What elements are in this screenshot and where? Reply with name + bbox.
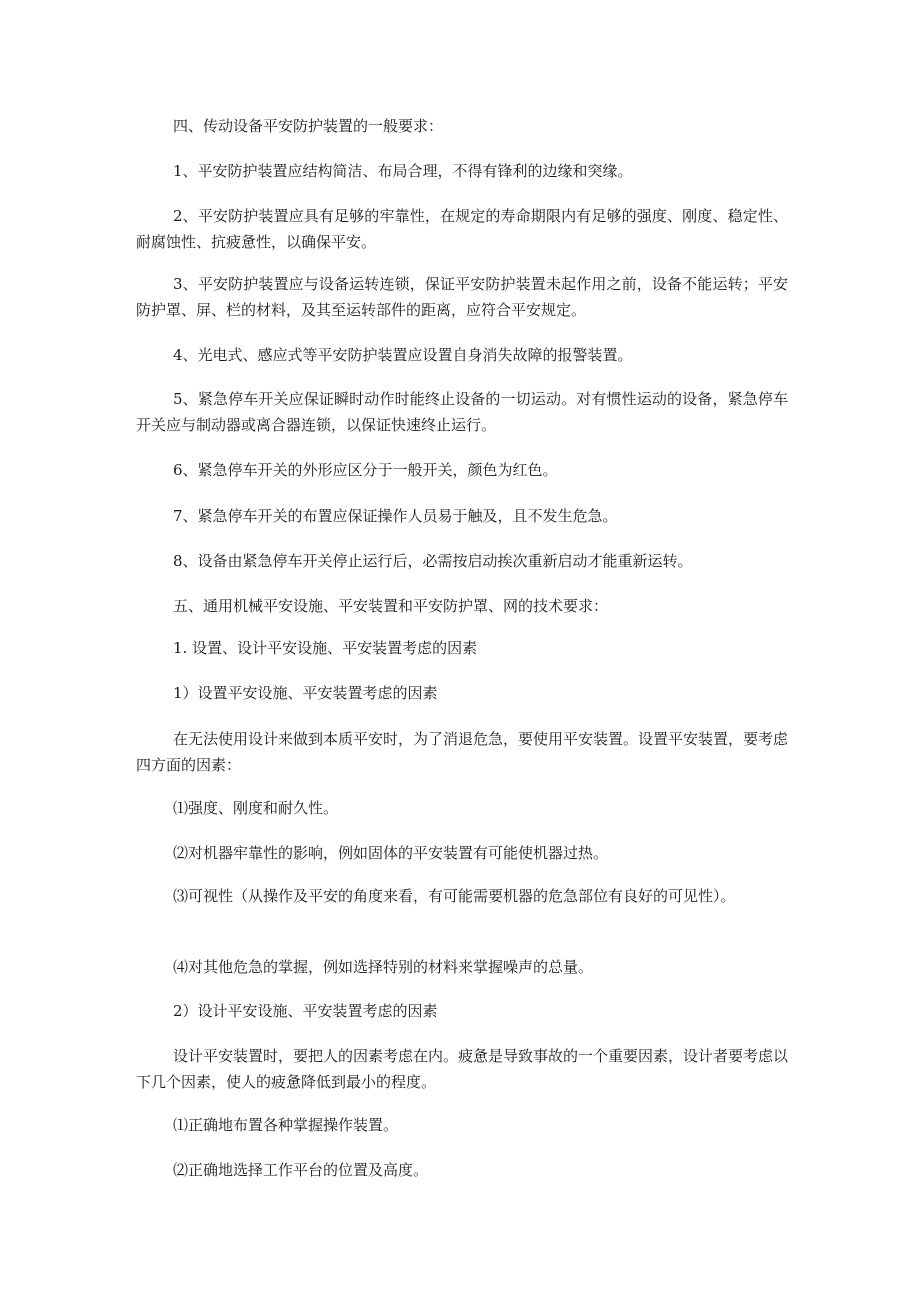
list-item-visibility: ⑶可视性（从操作及平安的角度来看，有可能需要机器的危急部位有良好的可见性）。 (173, 887, 736, 905)
paragraph-section-5-heading: 五、通用机械平安设施、平安装置和平安防护罩、网的技术要求： (173, 597, 609, 615)
paragraph-section-4-heading: 四、传动设备平安防护装置的一般要求： (173, 117, 444, 135)
list-item-strength: ⑴强度、刚度和耐久性。 (173, 799, 339, 817)
paragraph-item-5: 5、紧急停车开关应保证瞬时动作时能终止设备的一切运动。对有惯性运动的设备，紧急停车开关应与制动器或离合器连锁，以保证快速终止运行。 (136, 390, 788, 434)
paragraph-item-2: 2、平安防护装置应具有足够的牢靠性，在规定的寿命期限内有足够的强度、刚度、稳定性、耐腐蚀性、抗疲惫性，以确保平安。 (136, 207, 788, 251)
list-item-reliability: ⑵对机器牢靠性的影响，例如固体的平安装置有可能使机器过热。 (173, 844, 609, 862)
paragraph-item-8: 8、设备由紧急停车开关停止运行后，必需按启动挨次重新启动才能重新运转。 (173, 552, 693, 570)
paragraph-design-intro: 设计平安装置时，要把人的因素考虑在内。疲惫是导致事故的一个重要因素，设计者要考虑以下几个因素，使人的疲惫降低到最小的程度。 (136, 1047, 789, 1091)
list-item-controls-layout: ⑴正确地布置各种掌握操作装置。 (173, 1116, 399, 1134)
paragraph-item-7: 7、紧急停车开关的布置应保证操作人员易于触及，且不发生危急。 (173, 507, 618, 525)
paragraph-item-1: 1、平安防护装置应结构简洁、布局合理，不得有锋利的边缘和突缘。 (173, 162, 633, 180)
paragraph-safety-devices-intro: 在无法使用设计来做到本质平安时，为了消退危急，要使用平安装置。设置平安装置，要考虑四方面的因素： (136, 730, 789, 774)
paragraph-item-6: 6、紧急停车开关的外形应区分于一般开关，颜色为红色。 (173, 461, 558, 479)
paragraph-subsection-1: 1. 设置、设计平安设施、平安装置考虑的因素 (173, 639, 478, 657)
list-item-platform-position: ⑵正确地选择工作平台的位置及高度。 (173, 1161, 429, 1179)
paragraph-item-4: 4、光电式、感应式等平安防护装置应设置自身消失故障的报警装置。 (173, 346, 633, 364)
paragraph-subsection-1-2: 2）设计平安设施、平安装置考虑的因素 (173, 1002, 438, 1020)
paragraph-subsection-1-1: 1）设置平安设施、平安装置考虑的因素 (173, 684, 438, 702)
list-item-other-hazards: ⑷对其他危急的掌握，例如选择特别的材料来掌握噪声的总量。 (173, 958, 594, 976)
paragraph-item-3: 3、平安防护装置应与设备运转连锁，保证平安防护装置未起作用之前，设备不能运转；平安防护罩、屏、栏的材料，及其至运转部件的距离，应符合平安规定。 (136, 275, 788, 319)
